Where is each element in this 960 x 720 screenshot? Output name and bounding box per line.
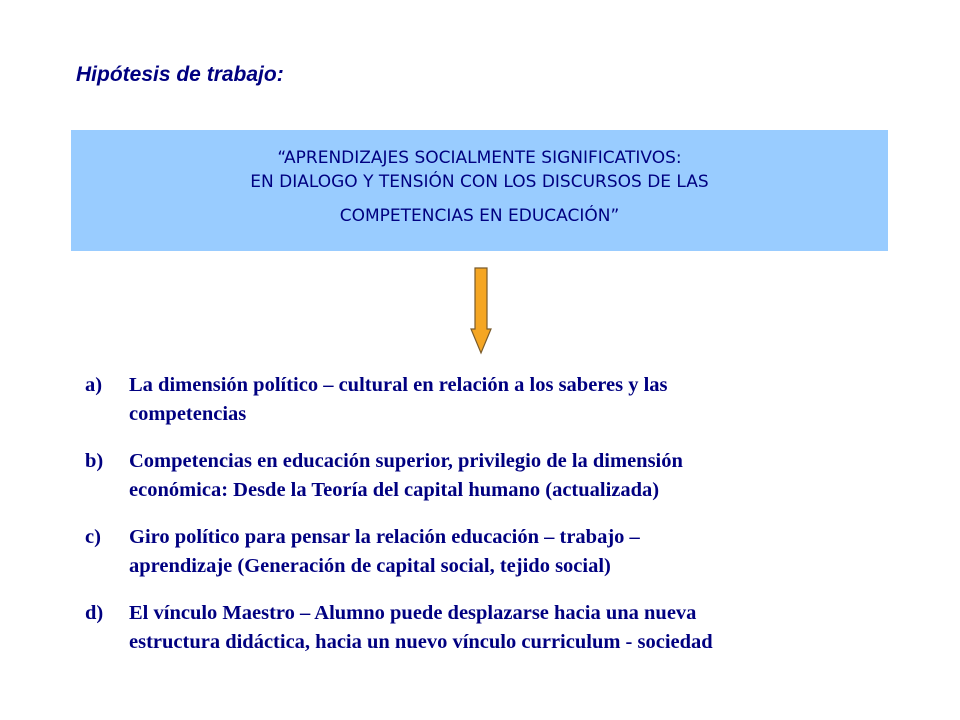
list-item-line: aprendizaje (Generación de capital social, tejido social) [129,555,611,577]
list-item [85,523,905,581]
list-item-text [129,447,905,505]
list-marker: d) [85,602,104,624]
list-item-line: El vínculo Maestro – Alumno puede desplazarse hacia una nueva [129,602,697,624]
list-marker: a) [85,374,103,396]
down-arrow-shape [471,268,491,353]
hypothesis-line-3: COMPETENCIAS EN EDUCACIÓN” [339,206,620,226]
list-item-line: Competencias en educación superior, privilegio de la dimensión [129,450,683,472]
list-item-text [129,523,905,581]
hypothesis-box [71,130,888,251]
list-item-text [129,371,905,429]
hypothesis-line-2: EN DIALOGO Y TENSIÓN CON LOS DISCURSOS DE LAS [250,172,709,192]
list-item-line: estructura didáctica, hacia un nuevo vínculo curriculum - sociedad [129,631,713,653]
list-marker: c) [85,526,101,548]
list-item [85,447,905,505]
list-item-line: Giro político para pensar la relación educación – trabajo – [129,526,640,548]
slide-title: Hipótesis de trabajo: [76,63,284,86]
list-item [85,599,905,657]
list-marker: b) [85,450,104,472]
list-item-line: competencias [129,403,247,425]
down-arrow-icon [469,267,493,355]
list-item [85,371,905,429]
list-item-line: La dimensión político – cultural en relación a los saberes y las [129,374,668,396]
list-item-text [129,599,905,657]
points-list [85,371,905,675]
list-item-line: económica: Desde la Teoría del capital humano (actualizada) [129,479,660,501]
hypothesis-line-1: “APRENDIZAJES SOCIALMENTE SIGNIFICATIVOS: [277,148,682,168]
